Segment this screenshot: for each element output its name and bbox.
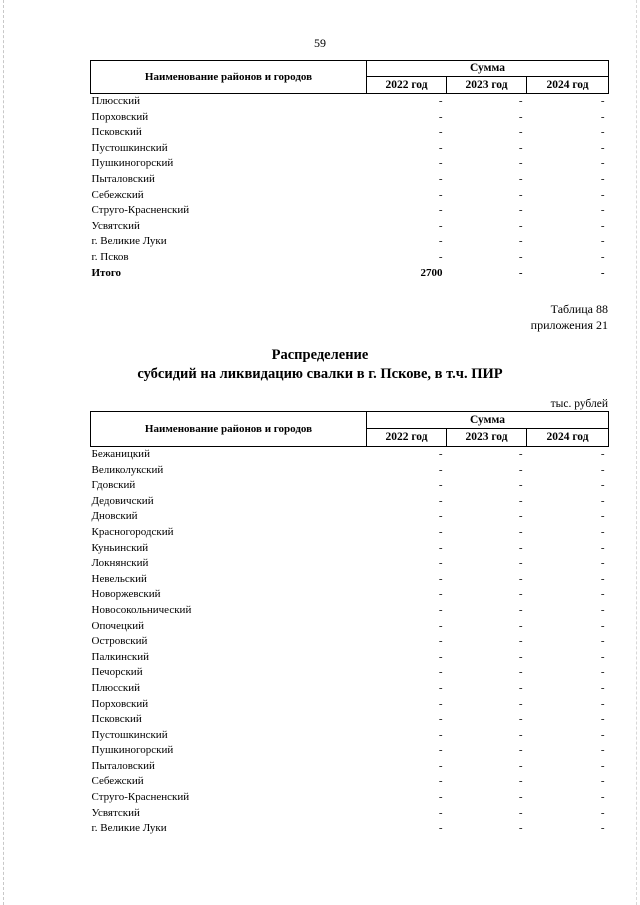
value-2024: - <box>600 666 605 679</box>
page-number: 59 <box>314 36 326 50</box>
value-2024: - <box>600 541 605 554</box>
header-year-2023: 2023 год <box>447 76 527 93</box>
value-2022: - <box>438 728 443 741</box>
district-name: Пустошкинский <box>91 141 168 154</box>
value-2023: - <box>518 650 523 663</box>
value-2022: - <box>438 806 443 819</box>
value-2024: - <box>600 250 605 263</box>
district-name: Дедовичский <box>91 494 154 507</box>
value-2023: - <box>518 713 523 726</box>
value-2023: - <box>518 266 523 279</box>
table-row <box>91 665 609 681</box>
value-2022: - <box>438 250 443 263</box>
value-2023: - <box>518 141 523 154</box>
value-2023: - <box>518 619 523 632</box>
value-2023: - <box>518 110 523 123</box>
value-2023: - <box>518 759 523 772</box>
value-2023: - <box>518 95 523 107</box>
value-2024: - <box>600 744 605 757</box>
total-label: Итого <box>91 266 122 279</box>
value-2024: - <box>600 188 605 201</box>
value-2023: - <box>518 635 523 648</box>
value-2023: - <box>518 448 523 460</box>
value-2023: - <box>518 775 523 788</box>
value-2024: - <box>600 126 605 139</box>
table-row <box>91 141 609 157</box>
table-caption-number: Таблица 88 <box>550 302 608 316</box>
header-year-2022: 2022 год <box>367 76 447 93</box>
table-row <box>91 681 609 697</box>
table-row <box>91 203 609 219</box>
value-2024: - <box>600 235 605 248</box>
value-2024: - <box>600 494 605 507</box>
value-2022: - <box>438 572 443 585</box>
district-name: Себежский <box>91 188 144 201</box>
header-name-column: Наименование районов и городов <box>91 61 367 94</box>
value-2024: - <box>600 572 605 585</box>
value-2022: - <box>438 666 443 679</box>
value-2023: - <box>518 603 523 616</box>
page-edge-left <box>3 0 4 905</box>
value-2022: - <box>438 110 443 123</box>
table-row <box>91 759 609 775</box>
table-body <box>91 447 609 837</box>
value-2024: - <box>600 463 605 476</box>
value-2024: - <box>600 603 605 616</box>
district-name: Бежаницкий <box>91 448 150 460</box>
value-2024: - <box>600 635 605 648</box>
value-2022: - <box>438 510 443 523</box>
value-2022: - <box>438 822 443 835</box>
value-2023: - <box>518 235 523 248</box>
value-2024: - <box>600 448 605 460</box>
district-name: Островский <box>91 635 148 648</box>
value-2023: - <box>518 204 523 217</box>
district-name: г. Великие Луки <box>91 822 167 835</box>
value-2022: - <box>438 494 443 507</box>
table-row <box>91 572 609 588</box>
district-name: Новоржевский <box>91 588 161 601</box>
table-row <box>91 250 609 266</box>
value-2024: - <box>600 110 605 123</box>
table-row <box>91 697 609 713</box>
value-2023: - <box>518 126 523 139</box>
value-2022: - <box>438 681 443 694</box>
table-row <box>91 156 609 172</box>
value-2022: - <box>438 188 443 201</box>
table-row <box>91 821 609 837</box>
table-row <box>91 806 609 822</box>
header-year-2023: 2023 год <box>447 428 527 446</box>
district-name: Невельский <box>91 572 147 585</box>
value-2024: - <box>600 728 605 741</box>
value-2022: - <box>438 219 443 232</box>
district-name: Порховский <box>91 110 149 123</box>
table-row <box>91 234 609 250</box>
district-name: Псковский <box>91 126 142 139</box>
district-name: Опочецкий <box>91 619 144 632</box>
table-row <box>91 125 609 141</box>
value-2022: - <box>438 635 443 648</box>
value-2024: - <box>600 759 605 772</box>
table-row <box>91 525 609 541</box>
district-name: Печорский <box>91 666 143 679</box>
district-name: Струго-Красненский <box>91 204 190 217</box>
table-row <box>91 650 609 666</box>
district-name: Плюсский <box>91 95 141 107</box>
value-2023: - <box>518 791 523 804</box>
value-2022: - <box>438 204 443 217</box>
district-name: Струго-Красненский <box>91 791 190 804</box>
district-name: Пустошкинский <box>91 728 168 741</box>
district-name: г. Великие Луки <box>91 235 167 248</box>
value-2022: - <box>438 619 443 632</box>
table-row <box>91 219 609 235</box>
value-2023: - <box>518 541 523 554</box>
value-2022: - <box>438 235 443 248</box>
value-2024: - <box>600 557 605 570</box>
value-2024: - <box>600 697 605 710</box>
value-2023: - <box>518 463 523 476</box>
district-name: Локнянский <box>91 557 149 570</box>
header-year-2024: 2024 год <box>527 76 609 93</box>
table-body <box>91 94 609 282</box>
district-name: Красногородский <box>91 525 174 538</box>
value-2024: - <box>600 619 605 632</box>
district-name: Усвятский <box>91 806 140 819</box>
district-name: Великолукский <box>91 463 164 476</box>
value-2024: - <box>600 95 605 107</box>
value-2022: - <box>438 479 443 492</box>
value-2024: - <box>600 141 605 154</box>
table-row <box>91 188 609 204</box>
district-name: г. Псков <box>91 250 129 263</box>
table-row <box>91 509 609 525</box>
district-name: Пыталовский <box>91 759 155 772</box>
districts-table-2 <box>90 411 609 837</box>
value-2023: - <box>518 681 523 694</box>
table-row <box>91 478 609 494</box>
table-row <box>91 556 609 572</box>
value-2023: - <box>518 697 523 710</box>
district-name: Пушкиногорский <box>91 744 174 757</box>
district-name: Порховский <box>91 697 149 710</box>
value-2024: - <box>600 510 605 523</box>
table-row <box>91 634 609 650</box>
value-2024: - <box>600 157 605 170</box>
table-row <box>91 603 609 619</box>
value-2022: 2700 <box>420 266 443 279</box>
table-row <box>91 790 609 806</box>
value-2023: - <box>518 510 523 523</box>
value-2022: - <box>438 603 443 616</box>
value-2023: - <box>518 822 523 835</box>
district-name: Дновский <box>91 510 138 523</box>
value-2024: - <box>600 479 605 492</box>
value-2023: - <box>518 572 523 585</box>
district-name: Себежский <box>91 775 144 788</box>
total-row <box>91 266 609 282</box>
table-row <box>91 541 609 557</box>
value-2023: - <box>518 588 523 601</box>
section-title: Распределение <box>271 347 369 363</box>
value-2023: - <box>518 666 523 679</box>
value-2022: - <box>438 650 443 663</box>
value-2024: - <box>600 822 605 835</box>
header-sum: Сумма <box>367 412 609 429</box>
value-2023: - <box>518 744 523 757</box>
value-2024: - <box>600 204 605 217</box>
value-2022: - <box>438 759 443 772</box>
header-sum: Сумма <box>367 61 609 77</box>
value-2022: - <box>438 157 443 170</box>
value-2022: - <box>438 463 443 476</box>
value-2023: - <box>518 250 523 263</box>
table-row <box>91 728 609 744</box>
district-name: Куньинский <box>91 541 149 554</box>
value-2023: - <box>518 557 523 570</box>
units-label: тыс. рублей <box>550 398 608 410</box>
section-subtitle: субсидий на ликвидацию свалки в г. Пскове, в т.ч. ПИР <box>137 366 503 382</box>
value-2024: - <box>600 775 605 788</box>
value-2022: - <box>438 557 443 570</box>
value-2022: - <box>438 172 443 185</box>
table-caption-appendix: приложения 21 <box>530 318 608 332</box>
table-row <box>91 587 609 603</box>
value-2024: - <box>600 588 605 601</box>
value-2022: - <box>438 713 443 726</box>
table-row <box>91 447 609 463</box>
value-2023: - <box>518 157 523 170</box>
value-2024: - <box>600 266 605 279</box>
table-row <box>91 463 609 479</box>
value-2022: - <box>438 744 443 757</box>
value-2023: - <box>518 219 523 232</box>
header-year-2024: 2024 год <box>527 428 609 446</box>
value-2022: - <box>438 95 443 107</box>
value-2022: - <box>438 588 443 601</box>
value-2024: - <box>600 525 605 538</box>
district-name: Пыталовский <box>91 172 155 185</box>
district-name: Гдовский <box>91 479 136 492</box>
table-row <box>91 743 609 759</box>
value-2024: - <box>600 172 605 185</box>
district-name: Палкинский <box>91 650 150 663</box>
district-name: Псковский <box>91 713 142 726</box>
value-2024: - <box>600 791 605 804</box>
value-2024: - <box>600 806 605 819</box>
value-2024: - <box>600 713 605 726</box>
table-row <box>91 774 609 790</box>
table-row <box>91 619 609 635</box>
value-2023: - <box>518 479 523 492</box>
value-2023: - <box>518 806 523 819</box>
table-row <box>91 712 609 728</box>
value-2022: - <box>438 697 443 710</box>
table-row <box>91 94 609 110</box>
district-name: Новосокольнический <box>91 603 192 616</box>
value-2023: - <box>518 172 523 185</box>
district-name: Усвятский <box>91 219 140 232</box>
header-name-column: Наименование районов и городов <box>91 412 367 447</box>
district-name: Пушкиногорский <box>91 157 174 170</box>
page-edge-right <box>636 0 637 905</box>
value-2022: - <box>438 141 443 154</box>
districts-table-1 <box>90 60 609 281</box>
table-row <box>91 110 609 126</box>
header-year-2022: 2022 год <box>367 428 447 446</box>
value-2022: - <box>438 541 443 554</box>
value-2024: - <box>600 219 605 232</box>
value-2023: - <box>518 525 523 538</box>
value-2022: - <box>438 525 443 538</box>
value-2024: - <box>600 681 605 694</box>
value-2024: - <box>600 650 605 663</box>
district-name: Плюсский <box>91 681 141 694</box>
value-2022: - <box>438 126 443 139</box>
value-2023: - <box>518 188 523 201</box>
value-2023: - <box>518 494 523 507</box>
value-2023: - <box>518 728 523 741</box>
value-2022: - <box>438 775 443 788</box>
table-row <box>91 494 609 510</box>
value-2022: - <box>438 448 443 460</box>
value-2022: - <box>438 791 443 804</box>
table-row <box>91 172 609 188</box>
